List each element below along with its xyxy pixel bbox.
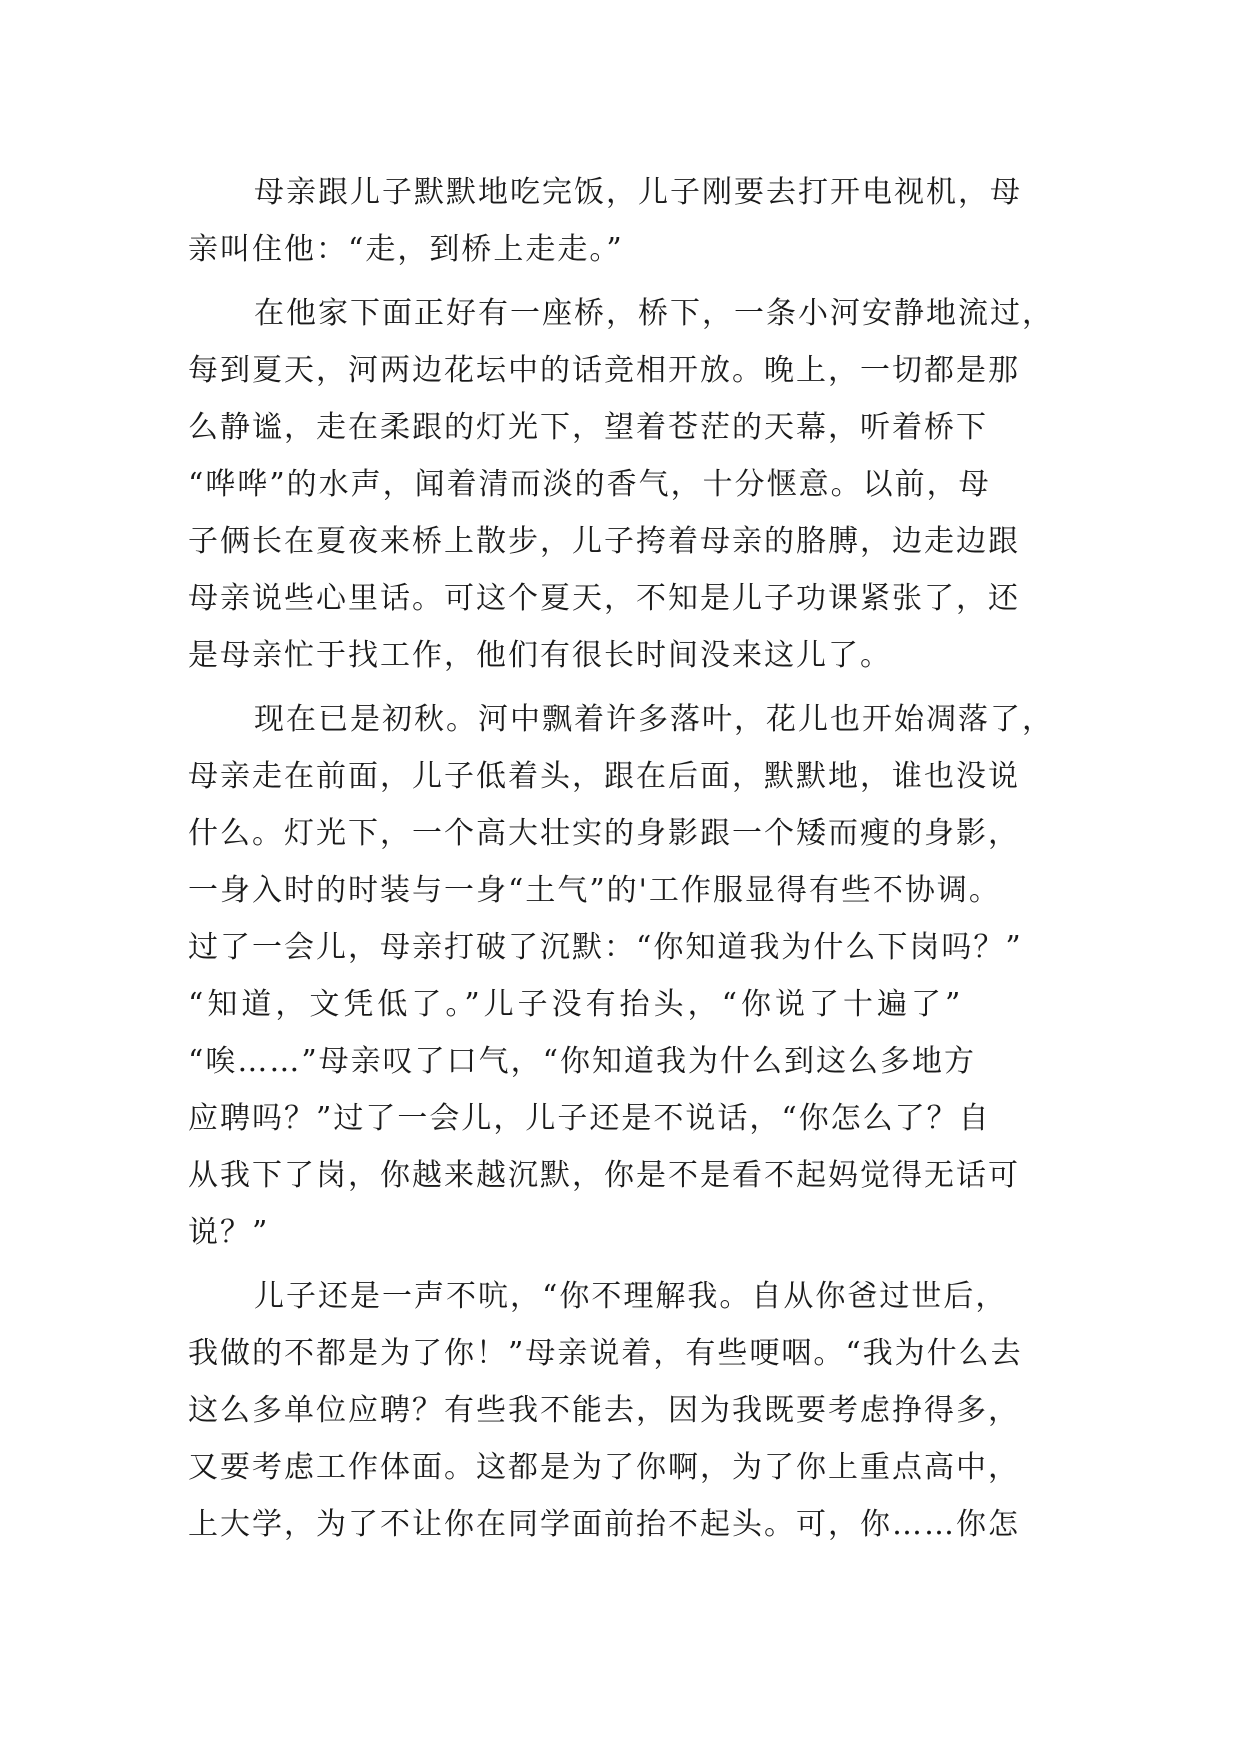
paragraph-2-line-7: 是母亲忙于找工作，他们有很长时间没来这儿了。 bbox=[188, 638, 892, 673]
paragraph-3-line-10: 说？” bbox=[188, 1215, 270, 1250]
paragraph-2-line-1: 在他家下面正好有一座桥，桥下，一条小河安静地流过， bbox=[254, 296, 1054, 331]
paragraph-3-line-6: “知道，文凭低了。”儿子没有抬头，“你说了十遍了” bbox=[188, 987, 965, 1022]
paragraph-3-line-3: 什么。灯光下，一个高大壮实的身影跟一个矮而瘦的身影， bbox=[188, 816, 1020, 851]
paragraph-3-line-9: 从我下了岗，你越来越沉默，你是不是看不起妈觉得无话可 bbox=[188, 1158, 1020, 1193]
story-text bbox=[188, 164, 1054, 1553]
paragraph-2-line-5: 子俩长在夏夜来桥上散步，儿子挎着母亲的胳膊，边走边跟 bbox=[188, 524, 1020, 559]
paragraph-2-line-6: 母亲说些心里话。可这个夏天，不知是儿子功课紧张了，还 bbox=[188, 581, 1020, 616]
paragraph-2-line-3: 么静谧，走在柔跟的灯光下，望着苍茫的天幕，听着桥下 bbox=[188, 410, 988, 445]
paragraph-1-line-1: 母亲跟儿子默默地吃完饭，儿子刚要去打开电视机，母 bbox=[254, 175, 1022, 210]
paragraph-2-line-2: 每到夏天，河两边花坛中的话竞相开放。晚上，一切都是那 bbox=[188, 353, 1020, 388]
paragraph-4-line-2: 我做的不都是为了你！”母亲说着，有些哽咽。“我为什么去 bbox=[188, 1336, 1023, 1371]
paragraph-3-line-1: 现在已是初秋。河中飘着许多落叶，花儿也开始凋落了， bbox=[254, 702, 1054, 737]
paragraph-3-line-7: “唉……”母亲叹了口气，“你知道我为什么到这么多地方 bbox=[188, 1044, 977, 1079]
paragraph-4-line-3: 这么多单位应聘？有些我不能去，因为我既要考虑挣得多， bbox=[188, 1393, 1020, 1428]
paragraph-3-line-8: 应聘吗？”过了一会儿，儿子还是不说话，“你怎么了？自 bbox=[188, 1101, 991, 1136]
paragraph-2-line-4: “哗哗”的水声，闻着清而淡的香气，十分惬意。以前，母 bbox=[188, 467, 991, 502]
paragraph-3-line-4: 一身入时的时装与一身“土气”的'工作服显得有些不协调。 bbox=[188, 873, 1001, 908]
paragraph-4-line-4: 又要考虑工作体面。这都是为了你啊，为了你上重点高中， bbox=[188, 1450, 1020, 1485]
paragraph-4-line-1: 儿子还是一声不吭，“你不理解我。自从你爸过世后， bbox=[254, 1279, 1008, 1314]
paragraph-3-line-2: 母亲走在前面，儿子低着头，跟在后面，默默地，谁也没说 bbox=[188, 759, 1020, 794]
paragraph-1-line-2: 亲叫住他：“走，到桥上走走。” bbox=[188, 232, 624, 267]
paragraph-4-line-5: 上大学，为了不让你在同学面前抬不起头。可，你……你怎 bbox=[188, 1507, 1020, 1542]
paragraph-3-line-5: 过了一会儿，母亲打破了沉默：“你知道我为什么下岗吗？” bbox=[188, 930, 1023, 965]
